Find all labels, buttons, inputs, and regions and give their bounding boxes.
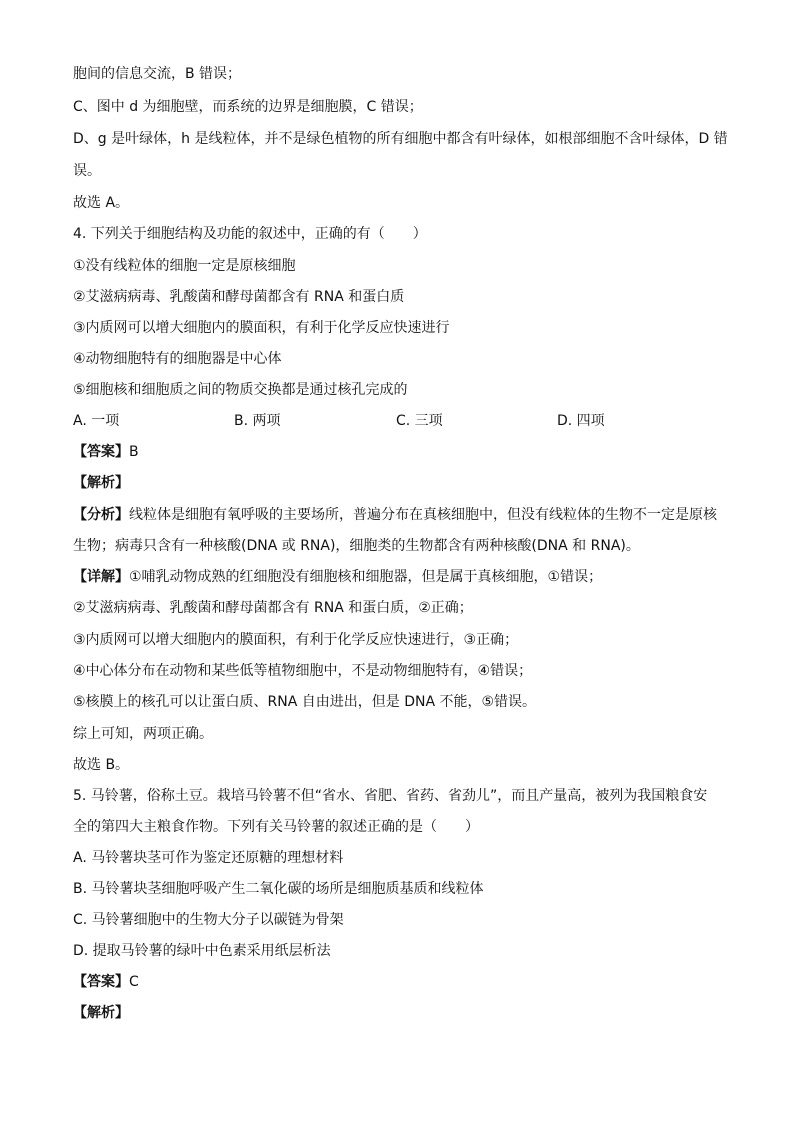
fenxi-tag: 【分析】 — [73, 507, 129, 523]
option-c: C. 马铃薯细胞中的生物大分子以碳链为骨架 — [73, 912, 344, 928]
analysis-tag: 【解析】 — [73, 1005, 129, 1021]
xiangjie-tag: 【详解】 — [73, 569, 129, 585]
answer-line — [73, 442, 723, 462]
option-c: C. 三项 — [396, 413, 443, 429]
analysis-tag: 【解析】 — [73, 475, 129, 491]
text-line: 故选 B。 — [73, 757, 130, 773]
answer-line — [73, 972, 723, 992]
analysis-heading — [73, 1003, 723, 1023]
text-line: 综上可知，两项正确。 — [73, 726, 213, 742]
option-a: A. 一项 — [73, 413, 120, 429]
statement-1: ①没有线粒体的细胞一定是原核细胞 — [73, 258, 296, 274]
statement-5: ⑤细胞核和细胞质之间的物质交换都是通过核孔完成的 — [73, 382, 408, 398]
option-b: B. 马铃薯块茎细胞呼吸产生二氧化碳的场所是细胞质基质和线粒体 — [73, 881, 484, 897]
analysis-heading — [73, 473, 723, 493]
text-line: C、图中 d 为细胞壁，而系统的边界是细胞膜，C 错误； — [73, 99, 423, 115]
text-line: ②艾滋病病毒、乳酸菌和酵母菌都含有 RNA 和蛋白质，②正确； — [73, 600, 473, 616]
answer-tag: 【答案】 — [73, 444, 129, 460]
answer-value: C — [129, 974, 139, 990]
text-line: 误。 — [73, 163, 101, 179]
text-line: 全的第四大主粮食作物。下列有关马铃薯的叙述正确的是（ ） — [73, 819, 479, 835]
statement-2: ②艾滋病病毒、乳酸菌和酵母菌都含有 RNA 和蛋白质 — [73, 289, 405, 305]
text-line: D、g 是叶绿体，h 是线粒体，并不是绿色植物的所有细胞中都含有叶绿体，如根部细胞不含叶绿体，D 错 — [73, 131, 728, 147]
fenxi-line — [73, 505, 723, 525]
statement-4: ④动物细胞特有的细胞器是中心体 — [73, 351, 282, 367]
text-line: 胞间的信息交流，B 错误； — [73, 66, 242, 82]
option-d: D. 四项 — [557, 413, 605, 429]
option-a: A. 马铃薯块茎可作为鉴定还原糖的理想材料 — [73, 850, 344, 866]
fenxi-text: 线粒体是细胞有氧呼吸的主要场所，普遍分布在真核细胞中，但没有线粒体的生物不一定是原核 — [129, 507, 717, 523]
text-line: 故选 A。 — [73, 195, 130, 211]
answer-tag: 【答案】 — [73, 974, 129, 990]
xiangjie-text: ①哺乳动物成熟的红细胞没有细胞核和细胞器，但是属于真核细胞，①错误； — [129, 569, 603, 585]
xiangjie-line — [73, 567, 723, 587]
text-line: ③内质网可以增大细胞内的膜面积，有利于化学反应快速进行，③正确； — [73, 632, 519, 648]
option-d: D. 提取马铃薯的绿叶中色素采用纸层析法 — [73, 943, 331, 959]
answer-value: B — [129, 444, 139, 460]
text-line: 生物；病毒只含有一种核酸(DNA 或 RNA)，细胞类的生物都含有两种核酸(DNA 和 RNA)。 — [73, 538, 640, 554]
option-b: B. 两项 — [234, 413, 281, 429]
question-4-options — [73, 411, 723, 431]
statement-3: ③内质网可以增大细胞内的膜面积，有利于化学反应快速进行 — [73, 320, 450, 336]
text-line: ④中心体分布在动物和某些低等植物细胞中，不是动物细胞特有，④错误； — [73, 663, 533, 679]
text-line: ⑤核膜上的核孔可以让蛋白质、RNA 自由进出，但是 DNA 不能，⑤错误。 — [73, 694, 537, 710]
question-4-stem: 4. 下列关于细胞结构及功能的叙述中，正确的有（ ） — [73, 226, 427, 242]
question-5-stem: 5. 马铃薯，俗称土豆。栽培马铃薯不但“省水、省肥、省药、省劲儿”，而且产量高，被列为我国粮食安 — [73, 788, 708, 804]
